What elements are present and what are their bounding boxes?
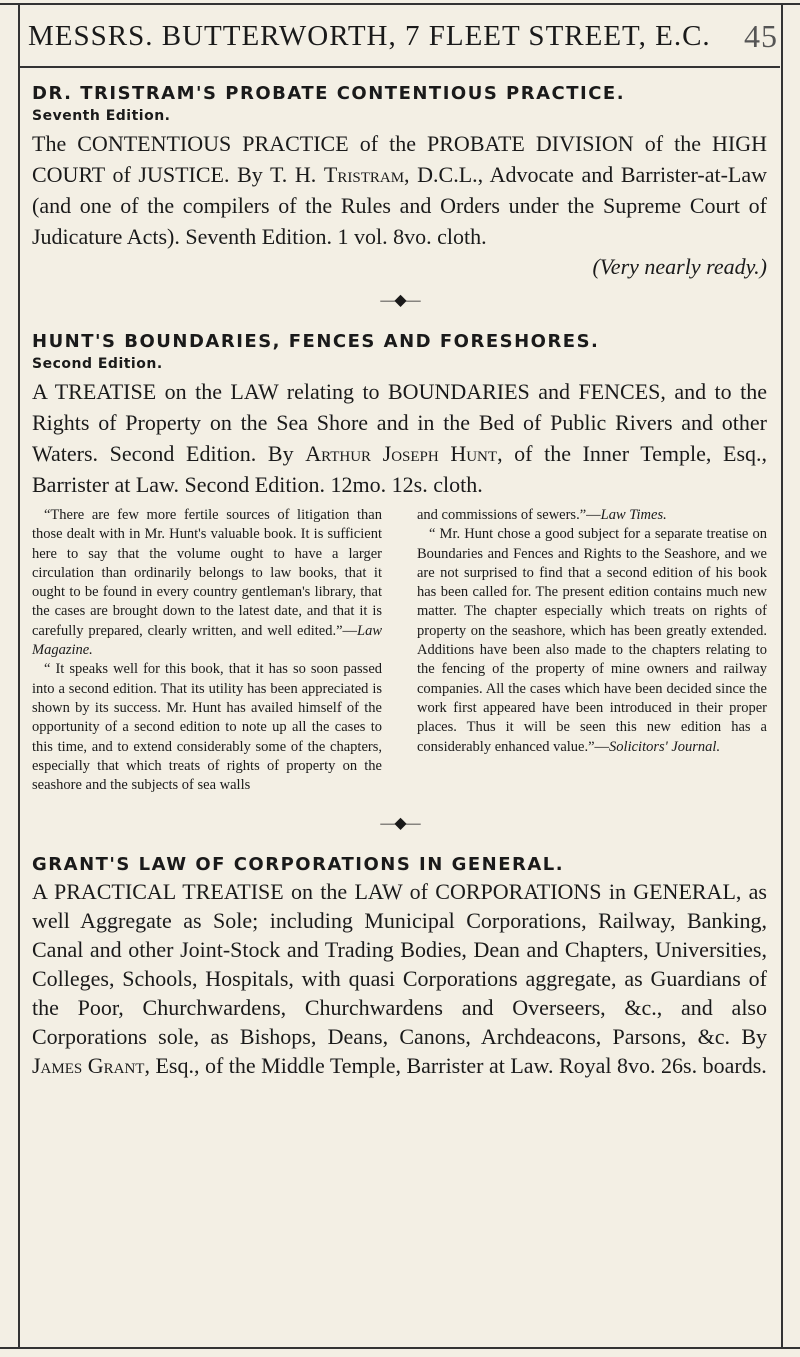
description-text-cont: , Esq., of the Middle Temple, Barrister at Law. Royal 8vo. 26s. boards. [144, 1053, 767, 1079]
bottom-rule [0, 1347, 800, 1349]
review-text: “ Mr. Hunt chose a good subject for a separate treatise on Boundaries and Fences and Rights to the Seashore, and we are not surprised to find that a second edition of his book has been called for. The present edition contains much new matter. The chapter especially which treats on rights of property on the seashore, which has been greatly extended. Additions have been also made to the chapters relating to the fencing of the property of mine owners and railway companies. All the cases which have been decided since the work first appeared have been introduced in their proper places. Thus it will be seen this new edition has a considerably enhanced value.”— [417, 526, 767, 755]
description-text-cont: , D.C.L., Advocate and Barrister-at-Law (and one of the compilers of the Rules and Orders under the Supreme Court of Judicature Acts). Seventh Edition. 1 vol. 8vo. cloth. [32, 162, 768, 249]
author-name: Arthur Joseph Hunt [305, 441, 498, 466]
entry-description [32, 877, 767, 1080]
publisher-heading: MESSRS. BUTTERWORTH, 7 FLEET STREET, E.C. [28, 19, 711, 52]
page-header [28, 14, 778, 58]
description-text-cont: , of the Inner Temple, Esq., Barrister at Law. Second Edition. 12mo. 12s. cloth. [32, 441, 768, 497]
header-rule [18, 66, 780, 68]
review-text: and commissions of sewers.”— [417, 507, 601, 523]
right-border-rule [781, 4, 783, 1349]
review-column-left [32, 506, 382, 795]
description-text: The CONTENTIOUS PRACTICE of the PROBATE DIVISION of the HIGH COURT of JUSTICE. By T. H. [32, 131, 767, 187]
author-name: James Grant [32, 1053, 145, 1079]
review-quote [417, 506, 767, 525]
entry-description [32, 376, 767, 500]
entry-description [32, 128, 767, 252]
review-source: Solicitors' Journal. [609, 738, 721, 755]
entry-edition: Seventh Edition. [32, 108, 171, 124]
page-number: 45 [744, 17, 778, 54]
entry-grant [32, 853, 767, 1080]
description-text: A PRACTICAL TREATISE on the LAW of CORPORATIONS in GENERAL, as well Aggregate as Sole; including Municipal Corporations, Railway, Banking, Canal and other Joint-Stock and Trading Bodies, Dean and Chapters, Universities, Colleges, Schools, Hospitals, with quasi Corporations aggregate, as Guardians of the Poor, Churchwardens, Churchwardens and Overseers, &c., and also Corporations sole, as Bishops, Deans, Canons, Archdeacons, Parsons, &c. By [32, 879, 767, 1050]
author-name: Tristram [323, 162, 405, 187]
review-quote: “ It speaks well for this book, that it has so soon passed into a second edition. That its utility has been appreciated is shown by its success. Mr. Hunt has availed himself of the opportunity of a second edition to note up all the cases to this time, and to extend considerably some of the chapters, especially that which treats of rights of property on the seashore and the subjects of sea walls [32, 661, 382, 794]
page-content [32, 82, 767, 1080]
review-quote [32, 506, 382, 660]
review-quote [417, 525, 767, 757]
review-columns [32, 506, 767, 795]
entry-tristram [32, 82, 767, 282]
description-text: A TREATISE on the LAW relating to BOUNDARIES and FENCES, and to the Rights of Property on the Sea Shore and in the Bed of Public Rivers and other Waters. Second Edition. By [32, 379, 767, 466]
left-border-rule [18, 4, 20, 1349]
review-column-right [417, 506, 767, 795]
entry-edition: Second Edition. [32, 356, 163, 372]
entry-heading: HUNT'S BOUNDARIES, FENCES AND FORESHORES. [32, 331, 600, 352]
review-source: Law Times. [600, 507, 667, 523]
availability-note: (Very nearly ready.) [592, 254, 767, 279]
top-rule [0, 3, 800, 5]
review-source: Law Magazine. [32, 622, 382, 659]
section-divider: —◆— [380, 292, 419, 309]
entry-heading: DR. TRISTRAM'S PROBATE CONTENTIOUS PRACTICE. [32, 83, 626, 104]
section-divider: —◆— [380, 815, 419, 833]
entry-heading: GRANT'S LAW OF CORPORATIONS IN GENERAL. [32, 854, 565, 876]
entry-hunt [32, 330, 767, 795]
review-text: “There are few more fertile sources of litigation than those dealt with in Mr. Hunt's valuable book. It is sufficient here to say that the volume ought to have a larger circulation than ordinarily belongs to law books, that it ought to be found in every country gentleman's library, that the cases are brought down to the latest date, and that it is carefully prepared, clearly written, and well edited.”— [32, 507, 382, 639]
